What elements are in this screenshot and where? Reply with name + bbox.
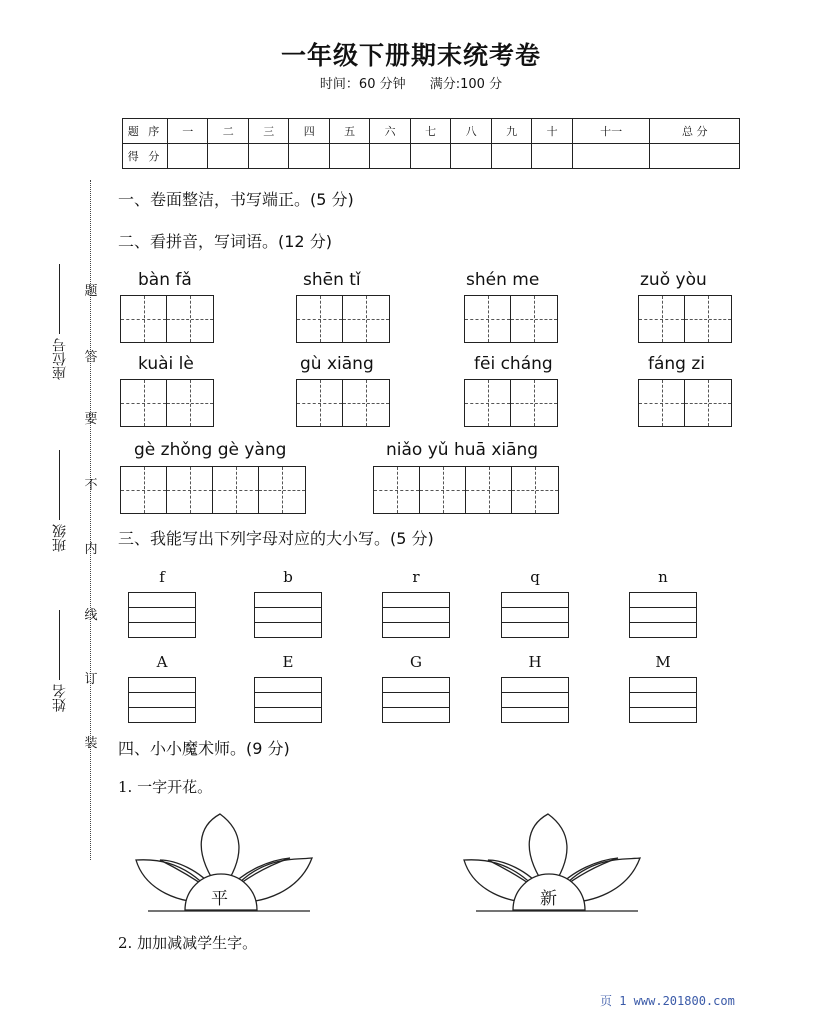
- score-table-row-label: 题 序: [123, 119, 168, 144]
- grid-cell[interactable]: [511, 296, 557, 342]
- page-footer: 页 1 www.201800.com: [600, 994, 735, 1008]
- pinyin-prompt: gù xiāng: [300, 354, 374, 374]
- grid-cell[interactable]: [639, 380, 685, 426]
- letter-prompt: E: [282, 653, 294, 671]
- grid-cell[interactable]: [465, 296, 511, 342]
- letter-writing-box[interactable]: [629, 677, 697, 723]
- grid-cell[interactable]: [259, 467, 305, 513]
- section-3-heading: 三、我能写出下列字母对应的大小写。(5 分): [118, 529, 434, 548]
- class-field[interactable]: [50, 450, 70, 552]
- pinyin-prompt: gè zhǒng gè yàng: [134, 440, 287, 460]
- score-cell[interactable]: [410, 144, 450, 169]
- letter-prompt: n: [658, 568, 668, 586]
- class-label: 班级: [52, 524, 68, 552]
- letter-prompt: r: [412, 568, 420, 586]
- writing-grid[interactable]: [638, 379, 732, 427]
- seat-number-label: 座位号: [52, 338, 68, 380]
- score-cell[interactable]: [650, 144, 740, 169]
- score-table-header: 三: [248, 119, 288, 144]
- letter-prompt: f: [159, 568, 165, 586]
- letter-prompt: q: [530, 568, 540, 586]
- letter-prompt: b: [283, 568, 293, 586]
- writing-grid[interactable]: [638, 295, 732, 343]
- grid-cell[interactable]: [639, 296, 685, 342]
- score-table-header: 十一: [572, 119, 650, 144]
- grid-cell[interactable]: [343, 380, 389, 426]
- section-2-heading: 二、看拼音，写词语。(12 分): [118, 232, 332, 251]
- score-table-header: 一: [168, 119, 208, 144]
- item-1-label: 1. 一字开花。: [118, 778, 213, 796]
- pinyin-prompt: shén me: [466, 270, 540, 290]
- grid-cell[interactable]: [167, 467, 213, 513]
- grid-cell[interactable]: [121, 467, 167, 513]
- letter-writing-box[interactable]: [254, 592, 322, 638]
- score-table-header: 八: [451, 119, 491, 144]
- binding-warning-char: 答: [84, 350, 98, 365]
- grid-cell[interactable]: [465, 380, 511, 426]
- grid-cell[interactable]: [167, 380, 213, 426]
- letter-writing-box[interactable]: [629, 592, 697, 638]
- page-title: 一年级下册期末统考卷: [280, 41, 541, 70]
- score-table-header: 四: [289, 119, 329, 144]
- grid-cell[interactable]: [343, 296, 389, 342]
- score-cell[interactable]: [451, 144, 491, 169]
- score-cell[interactable]: [168, 144, 208, 169]
- binding-warning-char: 要: [84, 412, 98, 427]
- score-cell[interactable]: [370, 144, 410, 169]
- name-label: 姓名: [52, 684, 68, 712]
- item-2-label: 2. 加加减减学生字。: [118, 934, 258, 952]
- section-4-heading: 四、小小魔术师。(9 分): [118, 739, 290, 758]
- pinyin-prompt: bàn fǎ: [138, 270, 192, 290]
- score-table-score-row: [123, 144, 740, 169]
- grid-cell[interactable]: [121, 296, 167, 342]
- letter-writing-box[interactable]: [501, 592, 569, 638]
- writing-grid[interactable]: [120, 295, 214, 343]
- score-table-header: 七: [410, 119, 450, 144]
- grid-cell[interactable]: [213, 467, 259, 513]
- score-cell[interactable]: [329, 144, 369, 169]
- letter-writing-box[interactable]: [128, 592, 196, 638]
- pinyin-prompt: shēn tǐ: [303, 270, 361, 290]
- letter-writing-box[interactable]: [128, 677, 196, 723]
- pinyin-prompt: kuài lè: [138, 354, 194, 374]
- grid-cell[interactable]: [297, 296, 343, 342]
- writing-grid[interactable]: [373, 466, 559, 514]
- score-cell[interactable]: [289, 144, 329, 169]
- grid-cell[interactable]: [121, 380, 167, 426]
- binding-warning-char: 题: [84, 284, 98, 299]
- name-field[interactable]: [50, 610, 70, 712]
- letter-writing-box[interactable]: [501, 677, 569, 723]
- score-table-header: 二: [208, 119, 248, 144]
- class-line: [60, 450, 61, 520]
- pinyin-prompt: zuǒ yòu: [640, 270, 707, 290]
- letter-writing-box[interactable]: [254, 677, 322, 723]
- letter-prompt: H: [528, 653, 542, 671]
- letter-prompt: G: [410, 653, 422, 671]
- grid-cell[interactable]: [685, 296, 731, 342]
- binding-warning-char: 不: [84, 478, 98, 493]
- score-cell[interactable]: [572, 144, 650, 169]
- seat-number-line: [60, 264, 61, 334]
- grid-cell[interactable]: [297, 380, 343, 426]
- writing-grid[interactable]: [464, 295, 558, 343]
- grid-cell[interactable]: [374, 467, 420, 513]
- grid-cell[interactable]: [512, 467, 558, 513]
- score-cell[interactable]: [248, 144, 288, 169]
- pinyin-prompt: fēi cháng: [474, 354, 553, 374]
- letter-prompt: M: [655, 653, 671, 671]
- writing-grid[interactable]: [120, 379, 214, 427]
- writing-grid[interactable]: [296, 379, 390, 427]
- score-table-row-label: 得 分: [123, 144, 168, 169]
- grid-cell[interactable]: [685, 380, 731, 426]
- score-table-header: 五: [329, 119, 369, 144]
- letter-writing-box[interactable]: [382, 592, 450, 638]
- exam-time: 时间：60 分钟: [319, 77, 406, 92]
- pinyin-prompt: niǎo yǔ huā xiāng: [386, 440, 539, 460]
- name-line: [60, 610, 61, 680]
- score-table-header-row: [123, 119, 740, 144]
- grid-cell[interactable]: [167, 296, 213, 342]
- grid-cell[interactable]: [466, 467, 512, 513]
- exam-info: [0, 73, 822, 92]
- score-cell[interactable]: [532, 144, 572, 169]
- score-table-header: 六: [370, 119, 410, 144]
- letter-writing-box[interactable]: [382, 677, 450, 723]
- binding-warning-char: 内: [84, 542, 98, 557]
- binding-warning-char: 装: [84, 736, 98, 751]
- score-table-header: 总 分: [650, 119, 740, 144]
- score-cell[interactable]: [208, 144, 248, 169]
- pinyin-prompt: fáng zi: [648, 354, 706, 374]
- binding-warning-char: 线: [84, 608, 98, 623]
- writing-grid[interactable]: [296, 295, 390, 343]
- exam-full-score: 满分:100 分: [429, 77, 503, 92]
- score-cell[interactable]: [491, 144, 531, 169]
- writing-grid[interactable]: [120, 466, 306, 514]
- score-table: [122, 118, 740, 169]
- binding-margin: [44, 180, 116, 860]
- flower-center-character: 新: [540, 889, 557, 909]
- section-1-heading: 一、卷面整洁，书写端正。(5 分): [118, 190, 354, 209]
- score-table-header: 十: [532, 119, 572, 144]
- grid-cell[interactable]: [511, 380, 557, 426]
- flower-center-character: 平: [211, 889, 228, 909]
- grid-cell[interactable]: [420, 467, 466, 513]
- seat-number-field[interactable]: [50, 264, 70, 380]
- letter-prompt: A: [156, 653, 168, 671]
- writing-grid[interactable]: [464, 379, 558, 427]
- score-table-header: 九: [491, 119, 531, 144]
- binding-warning-char: 订: [84, 672, 98, 687]
